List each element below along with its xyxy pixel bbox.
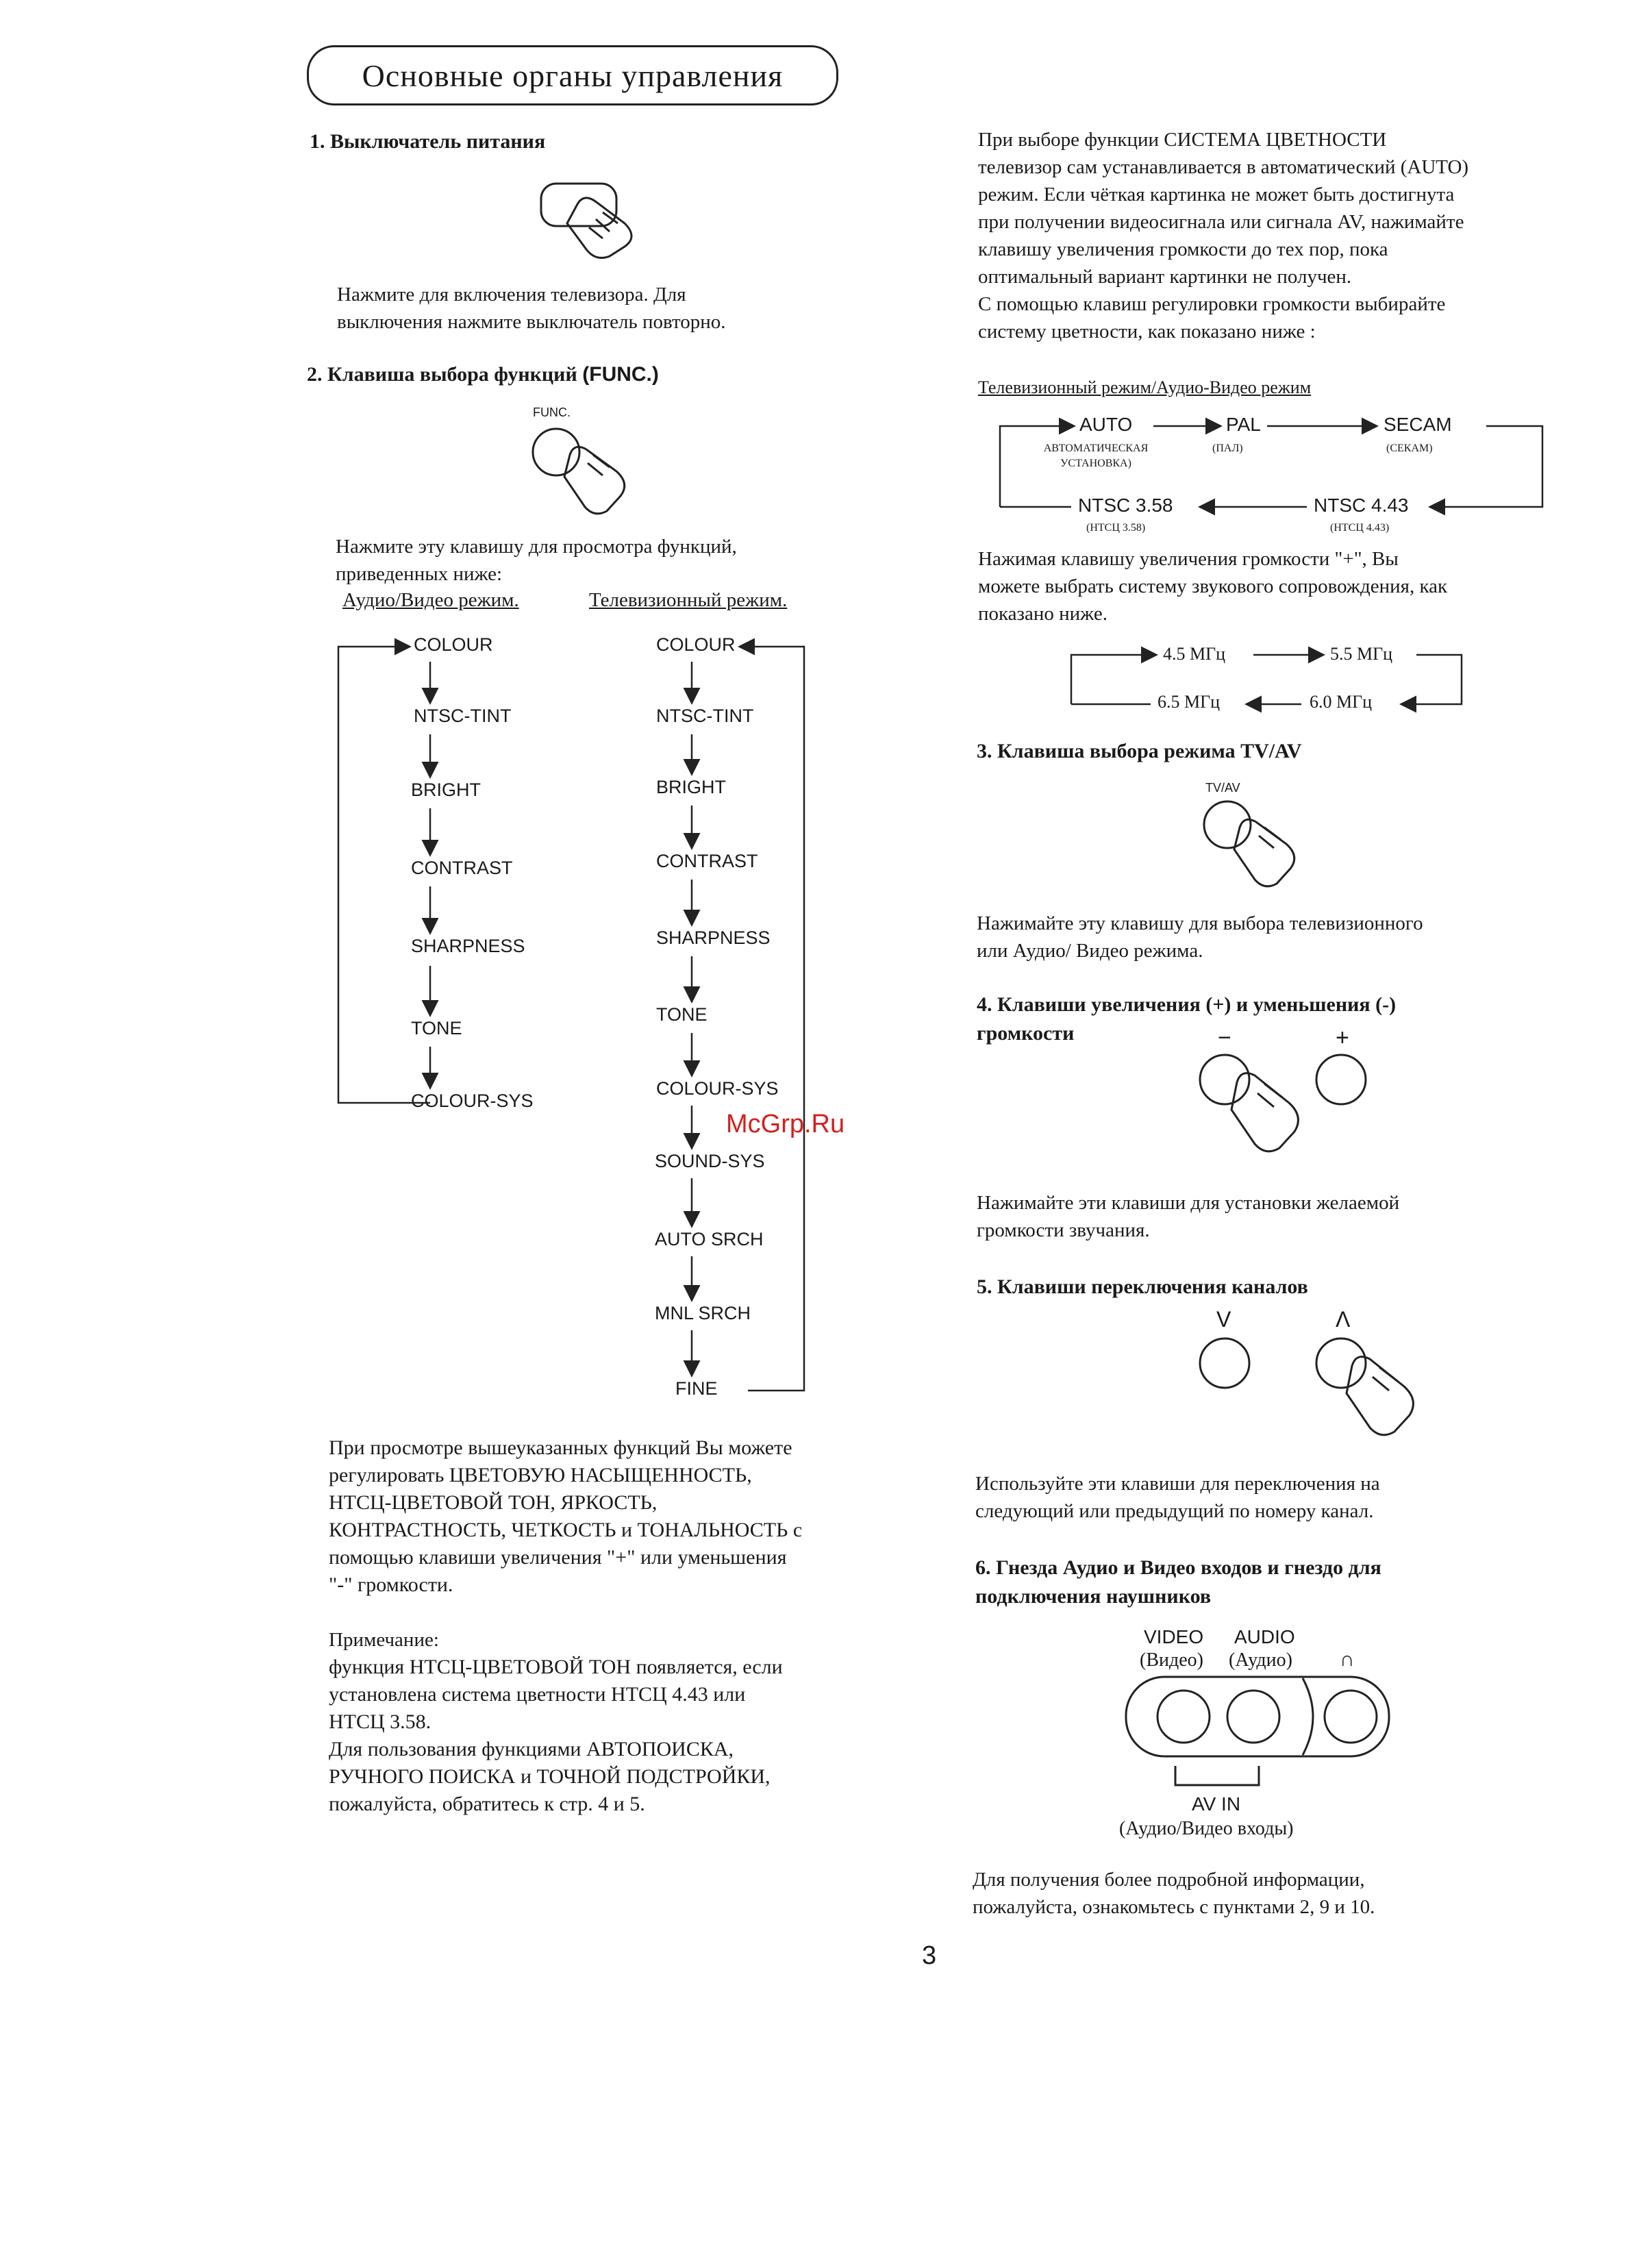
cs-auto-sub: АВТОМАТИЧЕСКАЯ УСТАНОВКА) (1043, 443, 1149, 469)
hand-icon (1347, 1357, 1413, 1435)
ss-f3: 6.0 МГц (1310, 692, 1373, 712)
tv-list-item: NTSC-TINT (656, 706, 754, 726)
section-2-heading (307, 363, 659, 386)
cs-pal-sub: (ПАЛ) (1212, 443, 1243, 454)
av-list-item: COLOUR-SYS (411, 1091, 534, 1111)
av-list-item: BRIGHT (411, 780, 481, 800)
mode-header: Телевизионный режим/Аудио-Видео режим (978, 377, 1312, 397)
video-label: VIDEO (1144, 1626, 1204, 1647)
section-4-heading: 4. Клавиши увеличения (+) и уменьшения (-) громкости (977, 993, 1397, 1045)
power-button-icon (541, 184, 631, 258)
section-2-heading-code: (FUNC.) (582, 363, 659, 386)
tv-list-item: TONE (656, 1004, 708, 1025)
tv-list-item: SHARPNESS (656, 927, 771, 948)
tv-list-item: FINE (675, 1378, 718, 1399)
av-list-item: CONTRAST (411, 858, 513, 878)
cs-secam: SECAM (1384, 414, 1452, 435)
cs-auto: AUTO (1079, 414, 1133, 435)
cs-ntsc443-sub: (НТСЦ 4.43) (1330, 522, 1390, 534)
tv-mode-header: Телевизионный режим. (589, 589, 788, 611)
av-in-label: AV IN (1192, 1793, 1241, 1815)
cs-ntsc358-sub: (НТСЦ 3.58) (1086, 522, 1146, 534)
audio-jack (1227, 1691, 1279, 1743)
section-5-text: Используйте эти клавиши для переключения на следующий или предыдущий по номеру канал. (975, 1473, 1380, 1522)
ss-f4: 6.5 МГц (1157, 692, 1221, 712)
volume-minus-label: − (1218, 1025, 1231, 1051)
note-label: Примечание: (329, 1629, 439, 1651)
channel-up-label: Λ (1336, 1307, 1351, 1332)
cs-ntsc443: NTSC 4.43 (1314, 495, 1409, 516)
page-title: Основные органы управления (307, 45, 838, 105)
hand-icon (1231, 1073, 1298, 1151)
tv-list-item: AUTO SRCH (655, 1229, 764, 1249)
channel-down-button (1200, 1338, 1249, 1388)
audio-label: AUDIO (1234, 1626, 1295, 1647)
section-2-heading-text: 2. Клавиша выбора функций (307, 363, 577, 386)
cs-ntsc358: NTSC 3.58 (1078, 495, 1173, 516)
cs-secam-sub: (СЕКАМ) (1386, 443, 1433, 454)
section-1-heading: 1. Выключатель питания (310, 130, 546, 153)
volume-plus-label: + (1336, 1025, 1349, 1051)
section-3-text: Нажимайте эту клавишу для выбора телевизионного или Аудио/ Видео режима. (977, 912, 1423, 962)
tvav-button-icon (1204, 801, 1294, 886)
tv-list-item: COLOUR-SYS (656, 1078, 779, 1099)
video-label-ru: (Видео) (1140, 1649, 1203, 1671)
channel-up-button (1316, 1338, 1366, 1388)
func-button-icon (533, 429, 625, 514)
tvav-button-label: TV/AV (1205, 781, 1240, 795)
ss-f1: 4.5 МГц (1163, 644, 1226, 664)
section-2-paragraph: При просмотре вышеуказанных функций Вы можете регулировать ЦВЕТОВУЮ НАСЫЩЕННОСТЬ, НТСЦ-ЦВЕТОВОЙ ТОН, ЯРКОСТЬ, КОНТРАСТНОСТЬ, ЧЕТКОСТЬ и ТОНАЛЬНОСТЬ с помощью клавиши увеличения "+" или уменьшения "-" громкости. (329, 1436, 803, 1596)
ss-f2: 5.5 МГц (1330, 644, 1393, 664)
colour-system-intro: При выборе функции СИСТЕМА ЦВЕТНОСТИ телевизор сам устанавливается в автоматический (AUTO) режим. Если чёткая картинка не может быть достигнута при получении видеосигнала или сигнала AV, нажимайте клавишу увеличения громкости до тех пор, пока оптимальный вариант картинки не получен. С помощью клавиш регулировки громкости выбирайте систему цветности, как показано ниже : (978, 129, 1469, 342)
watermark: McGrp.Ru (726, 1110, 845, 1138)
headphone-icon: ∩ (1340, 1648, 1355, 1671)
note-text: функция НТСЦ-ЦВЕТОВОЙ ТОН появляется, если установлена система цветности НТСЦ 4.43 или НТСЦ 3.58. Для пользования функциями АВТОПОИСКА, РУЧНОГО ПОИСКА и ТОЧНОЙ ПОДСТРОЙКИ, пожалуйста, обратитесь к стр. 4 и 5. (329, 1656, 783, 1815)
av-list-item: NTSC-TINT (414, 706, 512, 726)
page-number: 3 (922, 1941, 937, 1970)
av-list-item: COLOUR (414, 634, 493, 655)
section-6-heading: 6. Гнезда Аудио и Видео входов и гнездо для подключения наушников (975, 1556, 1381, 1608)
section-2-text: Нажмите эту клавишу для просмотра функций, приведенных ниже: (336, 536, 737, 585)
func-button-label: FUNC. (533, 406, 571, 419)
tv-list-item: COLOUR (656, 634, 736, 655)
video-jack (1157, 1691, 1210, 1743)
section-3-heading: 3. Клавиша выбора режима TV/AV (977, 740, 1302, 762)
audio-label-ru: (Аудио) (1229, 1649, 1292, 1671)
av-mode-header: Аудио/Видео режим. (342, 589, 519, 611)
volume-plus-button (1316, 1055, 1366, 1104)
av-in-label-ru: (Аудио/Видео входы) (1119, 1818, 1294, 1839)
av-list-item: TONE (411, 1018, 462, 1038)
volume-minus-button (1200, 1055, 1249, 1104)
section-4-text: Нажимайте эти клавиши для установки желаемой громкости звучания. (977, 1192, 1400, 1241)
headphone-jack (1325, 1691, 1377, 1743)
av-list-item: SHARPNESS (411, 936, 525, 956)
channel-down-label: V (1216, 1307, 1231, 1332)
section-5-heading: 5. Клавиши переключения каналов (977, 1275, 1308, 1298)
section-1-text: Нажмите для включения телевизора. Для выключения нажмите выключатель повторно. (337, 284, 726, 333)
section-6-text: Для получения более подробной информации, пожалуйста, ознакомьтесь с пунктами 2, 9 и 10. (973, 1869, 1375, 1918)
tv-list-item: CONTRAST (656, 851, 758, 871)
sound-system-text: Нажимая клавишу увеличения громкости "+", Вы можете выбрать систему звукового сопровождения, как показано ниже. (978, 548, 1448, 625)
tv-list-item: MNL SRCH (655, 1303, 751, 1323)
tv-list-item: BRIGHT (656, 777, 727, 797)
tv-list-item: SOUND-SYS (655, 1151, 765, 1171)
cs-pal: PAL (1226, 414, 1261, 435)
